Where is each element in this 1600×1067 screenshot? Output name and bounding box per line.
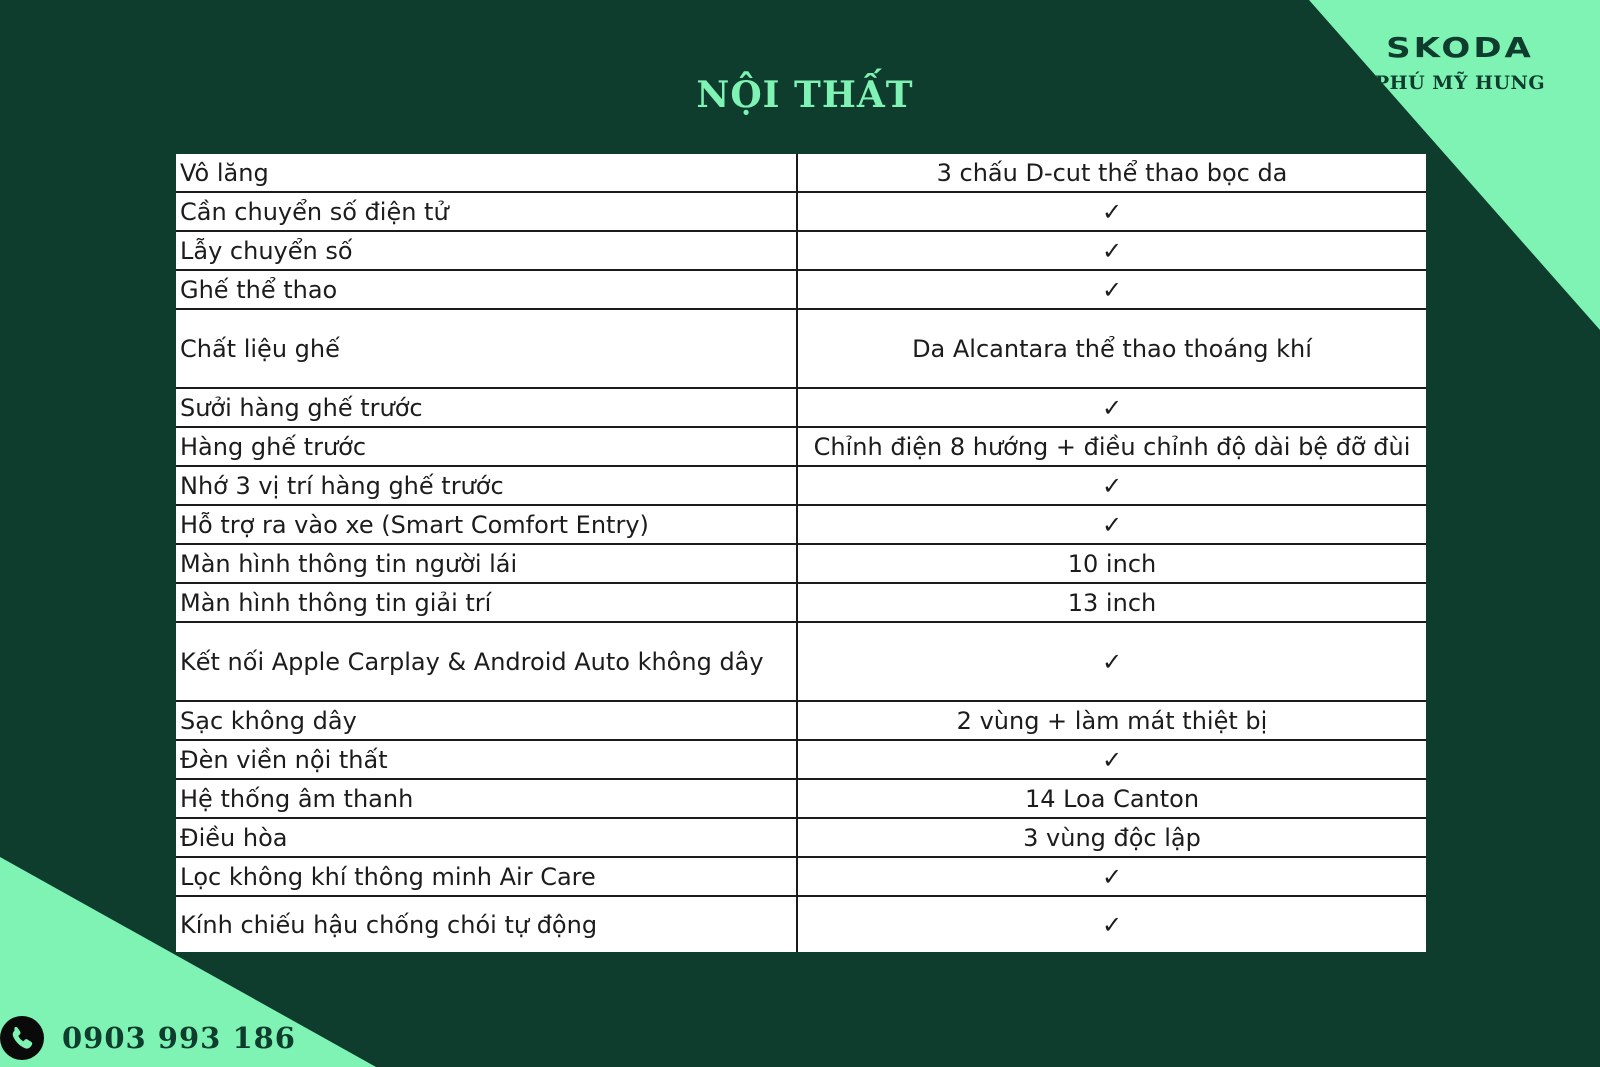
check-icon: ✓ [797,231,1426,270]
feature-cell: Vô lăng [176,154,797,192]
table-row [176,270,1426,309]
feature-cell: Nhớ 3 vị trí hàng ghế trước [176,466,797,505]
table-row [176,857,1426,896]
feature-cell: Màn hình thông tin giải trí [176,583,797,622]
table-row [176,154,1426,192]
value-cell: 13 inch [797,583,1426,622]
feature-cell: Sưởi hàng ghế trước [176,388,797,427]
value-cell: 2 vùng + làm mát thiệt bị [797,701,1426,740]
table-row [176,309,1426,388]
table-row [176,388,1426,427]
value-cell: 10 inch [797,544,1426,583]
table-row [176,779,1426,818]
feature-cell: Chất liệu ghế [176,309,797,388]
table-row [176,896,1426,952]
check-icon: ✓ [797,622,1426,701]
check-icon: ✓ [1101,910,1123,939]
check-icon: ✓ [797,505,1426,544]
feature-cell: Hỗ trợ ra vào xe (Smart Comfort Entry) [176,505,797,544]
value-cell: Da Alcantara thể thao thoáng khí [797,309,1426,388]
table-row [176,583,1426,622]
table-row [176,192,1426,231]
check-icon: ✓ [797,466,1426,505]
interior-spec-table [176,154,1426,952]
table-row [176,466,1426,505]
feature-cell: Kính chiếu hậu chống chói tự động [176,896,797,952]
check-icon: ✓ [797,388,1426,427]
feature-cell: Màn hình thông tin người lái [176,544,797,583]
value-cell: 3 chấu D-cut thể thao bọc da [797,154,1426,192]
value-cell: 14 Loa Canton [797,779,1426,818]
feature-cell: Ghế thể thao [176,270,797,309]
page-title: NỘI THẤT [696,74,914,116]
table-row [176,740,1426,779]
value-cell: 3 vùng độc lập [797,818,1426,857]
feature-cell: Kết nối Apple Carplay & Android Auto không dây [176,622,797,701]
dealer-name: PHÚ MỸ HUNG [1374,72,1546,94]
feature-cell: Hàng ghế trước [176,427,797,466]
table-row [176,701,1426,740]
table-row [176,818,1426,857]
check-icon: ✓ [797,270,1426,309]
feature-cell: Hệ thống âm thanh [176,779,797,818]
table-row [176,622,1426,701]
phone-number[interactable]: 0903 993 186 [62,1021,296,1055]
skoda-logo: SKODA [1386,31,1534,65]
table-row [176,505,1426,544]
feature-cell: Đèn viền nội thất [176,740,797,779]
feature-cell: Cần chuyển số điện tử [176,192,797,231]
table-row [176,231,1426,270]
check-icon: ✓ [797,192,1426,231]
feature-cell: Sạc không dây [176,701,797,740]
feature-cell: Lọc không khí thông minh Air Care [176,857,797,896]
feature-cell: Lẫy chuyển số [176,231,797,270]
phone-icon[interactable] [0,1016,44,1060]
table-row [176,544,1426,583]
contact-block [0,1016,296,1060]
value-cell: Chỉnh điện 8 hướng + điều chỉnh độ dài bệ đỡ đùi [797,427,1426,466]
check-icon: ✓ [797,857,1426,896]
check-icon: ✓ [797,740,1426,779]
feature-cell: Điều hòa [176,818,797,857]
table-row [176,427,1426,466]
